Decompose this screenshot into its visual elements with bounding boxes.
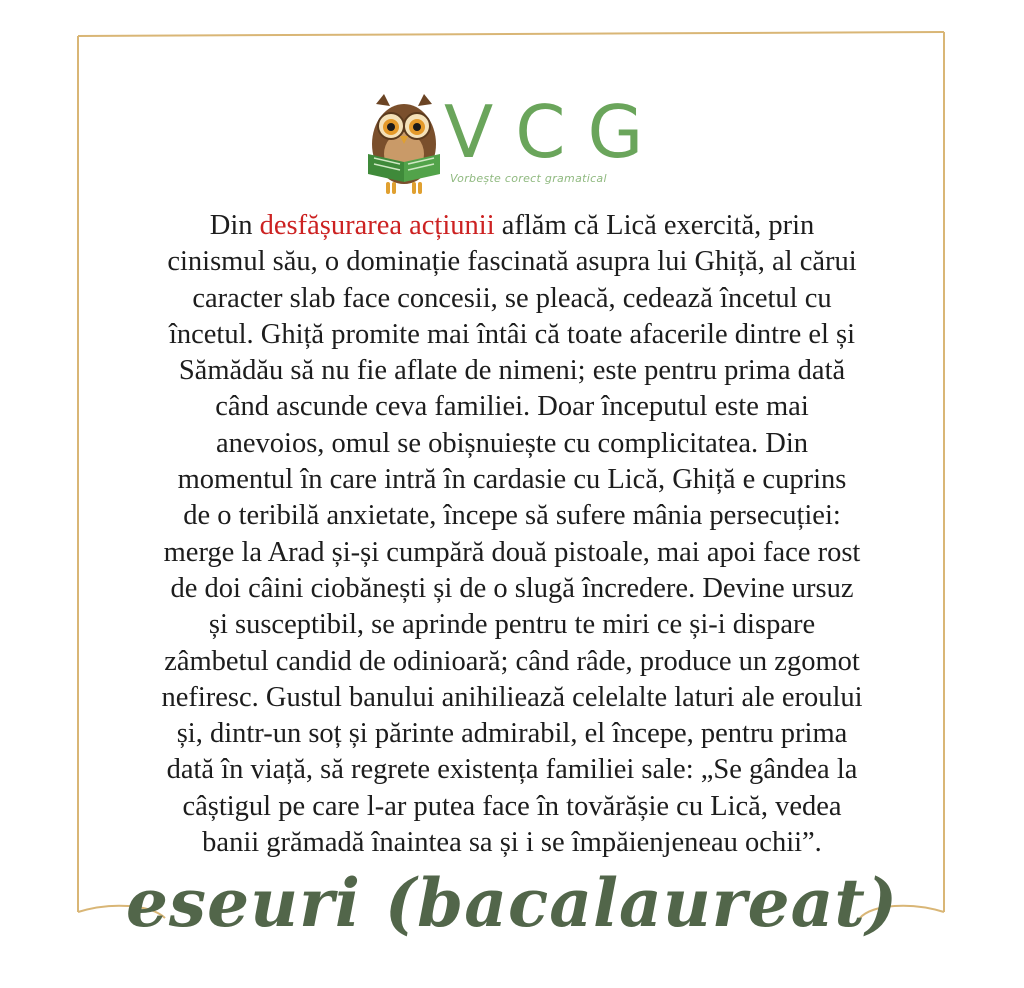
footer-title: eseuri (bacalaureat) (125, 864, 899, 942)
vcg-logo (362, 90, 666, 202)
essay-line: Sămădău să nu fie aflate de nimeni; este pentru prima dată (178, 355, 846, 387)
essay-line: nefiresc. Gustul banului anihiliează celelalte laturi ale eroului (161, 681, 863, 713)
essay-paragraph (100, 208, 924, 861)
essay-line-end: aflăm că Lică exercită, prin (501, 210, 815, 241)
essay-line (100, 208, 924, 244)
highlighted-phrase: desfășurarea acțiunii (259, 210, 495, 241)
owl-reading-book-icon (362, 92, 446, 196)
logo-letters: VCG (444, 90, 666, 174)
essay-line: dată în viață, să regrete existența familiei sale: „Se gândea la (166, 754, 858, 786)
essay-line: anevoios, omul se obișnuiește cu complicitatea. Din (215, 427, 809, 459)
essay-line: zâmbetul candid de odinioară; când râde, produce un zgomot (164, 645, 860, 677)
essay-line: momentul în care intră în cardasie cu Lică, Ghiță e cuprins (177, 464, 847, 496)
essay-line: de doi câini ciobănești și de o slugă încredere. Devine ursuz (170, 572, 854, 604)
essay-line: caracter slab face concesii, se pleacă, cedează încetul cu (192, 282, 832, 314)
essay-line: cinismul său, o dominație fascinată asupra lui Ghiță, al cărui (167, 246, 857, 278)
logo-tagline: Vorbește corect gramatical (450, 172, 607, 185)
essay-line: de o teribilă anxietate, începe să sufere mânia persecuției: (183, 500, 841, 532)
essay-line-start: Din (209, 210, 260, 241)
essay-line: și, dintr-un soț și părinte admirabil, el începe, pentru prima (176, 718, 848, 750)
essay-line: când ascunde ceva familiei. Doar începutul este mai (215, 391, 809, 423)
essay-line: câștigul pe care l-ar putea face în tovărășie cu Lică, vedea (182, 790, 842, 822)
essay-line: încetul. Ghiță promite mai întâi că toate afacerile dintre el și (168, 318, 856, 350)
essay-line: merge la Arad și-și cumpără două pistoale, mai apoi face rost (163, 536, 861, 568)
essay-line: banii grămadă înaintea sa și i se împăienjeneau ochii”. (202, 827, 822, 859)
essay-line: și susceptibil, se aprinde pentru te miri ce și-i dispare (208, 609, 816, 641)
